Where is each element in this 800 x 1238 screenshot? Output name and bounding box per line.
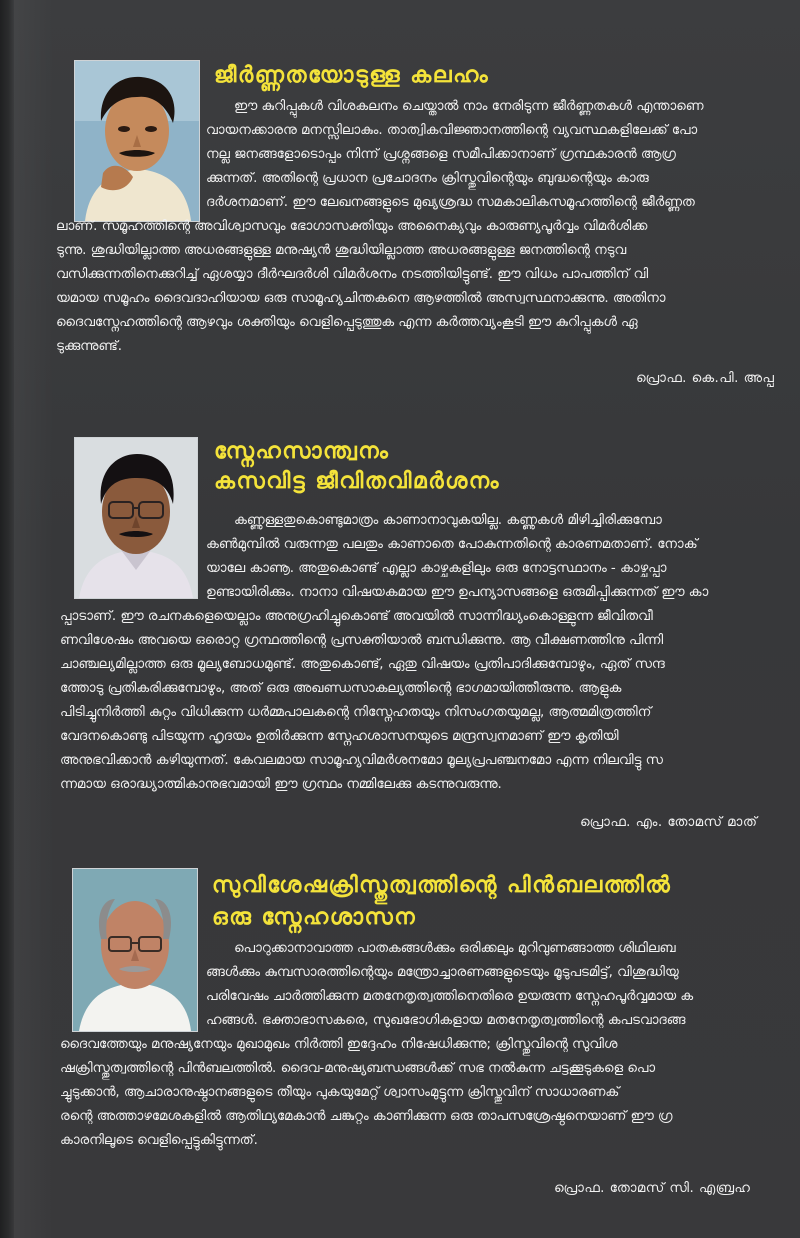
section-2-signature: പ്രൊഫ. എം. തോമസ് മാത് — [580, 815, 758, 830]
section-2-line: ഉണ്ടായിരിക്കും. നാനാ വിഷയകമായ ഈ ഉപന്യാസങ്ങളെ ഒരുമിപ്പിക്കുന്നത് ഈ കാ — [206, 585, 709, 600]
section-2-line: ന്നമായ ഒരാദ്ധ്യാത്മികാനുഭവമായി ഈ ഗ്രന്ഥം നമ്മിലേക്കു കടന്നുവരുന്നു. — [60, 777, 502, 792]
section-2-heading-line-2: കസവിട്ട ജീവിതവിമർശനം — [214, 469, 500, 494]
section-3-line: ദൈവത്തേയും മനുഷ്യനേയും മുഖാമുഖം നിർത്തി ഇദ്ദേഹം നിഷേധിക്കുന്നു; ക്രിസ്തുവിന്റെ സുവിശ — [60, 1037, 618, 1052]
section-1-line: ലാണ്. സമൂഹത്തിന്റെ അവിശ്വാസവും ഭോഗാസക്തിയും അനൈക്യവും കാരുണ്യപൂർവ്വം വിമർശിക്ക — [56, 219, 648, 234]
section-2-line: ണവിശേഷം അവയെ ഒരൊറ്റ ഗ്രന്ഥത്തിന്റെ പ്രസക്തിയാൽ ബന്ധിക്കുന്നു. ആ വീക്ഷണത്തിനു പിന്നി — [60, 633, 664, 648]
section-1-line: ടുക്കുന്നുണ്ട്. — [56, 339, 123, 354]
section-2-line: പിടിച്ചുനിർത്തി കുറ്റം വിധിക്കുന്ന ധർമ്മപാലകന്റെ നിസ്നേഹതയും നിസംഗതയുമല്ല, ആത്മമിത്രത്തിന് — [60, 705, 652, 720]
section-1-line: ദർശനമാണ്. ഈ ലേഖനങ്ങളുടെ മുഖ്യശ്രദ്ധ സമകാലികസമൂഹത്തിന്റെ ജീർണ്ണത — [206, 195, 695, 210]
section-2-line: അനുഭവിക്കാൻ കഴിയുന്നത്. കേവലമായ സാമൂഹ്യവിമർശനമോ മൂല്യപ്രപഞ്ചനമോ എന്ന നിലവിട്ടു സ — [60, 753, 663, 768]
section-3-line: ച്ചുടുക്കാൻ, ആചാരാനുഷ്ഠാനങ്ങളുടെ തീയും പുകയുമേറ്റ് ശ്വാസംമുട്ടുന്ന ക്രിസ്തുവിന് സാധാരണക് — [60, 1085, 620, 1100]
section-1-line: ക്കുന്നത്. അതിന്റെ പ്രധാന പ്രചോദനം ക്രിസ്തുവിന്റെയും ബുദ്ധന്റെയും കാരു — [206, 171, 649, 186]
section-3-heading-line-1: സുവിശേഷക്രിസ്തുത്വത്തിന്റെ പിൻബലത്തിൽ — [212, 873, 672, 898]
section-2-line: കണ്ണുള്ളതുകൊണ്ടുമാത്രം കാണാനാവുകയില്ല. കണ്ണുകൾ മിഴിച്ചിരിക്കുമ്പോ — [234, 513, 662, 528]
section-3-line: ഹങ്ങൾ. ഭക്താഭാസകരെ, സുഖഭോഗികളായ മതനേതൃത്വത്തിന്റെ കപടവാദങ്ങ — [206, 1013, 686, 1028]
section-2-line: യാലേ കാണൂ. അതുകൊണ്ട് എല്ലാ കാഴ്ചകളിലും ഒരു നോട്ടസ്ഥാനം - കാഴ്ചപ്പാ — [206, 561, 667, 576]
section-2-heading-line-1: സ്നേഹസാന്ത്വനം — [214, 439, 390, 464]
section-1-line: ഈ കുറിപ്പുകൾ വിശകലനം ചെയ്താൽ നാം നേരിടുന്ന ജീർണ്ണതകൾ എന്താണെ — [234, 99, 704, 114]
section-2-line: ചാഞ്ചല്യമില്ലാത്ത ഒരു മൂല്യബോധമുണ്ട്. അതുകൊണ്ട്, ഏതു വിഷയം പ്രതിപാദിക്കുമ്പോഴും, ഏത് സന്ദ — [60, 657, 665, 672]
section-1-line: ടുന്നു. ശുദ്ധിയില്ലാത്ത അധരങ്ങളുള്ള മനുഷ്യൻ ശുദ്ധിയില്ലാത്ത അധരങ്ങളുള്ള ജനത്തിന്റെ നടുവ — [56, 243, 627, 258]
section-2-line: പ്പാടാണ്. ഈ രചനകളെയെല്ലാം അനുഗ്രഹിച്ചുകൊണ്ട് അവയിൽ സാന്നിദ്ധ്യംകൊള്ളുന്ന ജീവിതവീ — [60, 609, 653, 624]
author-photo-3 — [72, 868, 198, 1032]
section-3-line: ഷക്രിസ്തുത്വത്തിന്റെ പിൻബലത്തിൽ. ദൈവ-മനുഷ്യബന്ധങ്ങൾക്ക് സഭ നൽകുന്ന ചട്ടക്കൂടുകളെ പൊ — [60, 1061, 656, 1076]
section-3-heading-line-2: ഒരു സ്നേഹശാസന — [212, 905, 417, 930]
section-3-signature: പ്രൊഫ. തോമസ് സി. എബ്രഹ — [554, 1181, 751, 1196]
section-1-line: നല്ല ജനങ്ങളോടൊപ്പം നിന്ന് പ്രശ്നങ്ങളെ സമീപിക്കാനാണ് ഗ്രന്ഥകാരൻ ആഗ്ര — [206, 147, 676, 162]
section-3-line: പരിവേഷം ചാർത്തിക്കുന്ന മതനേതൃത്വത്തിനെതിരെ ഉയരുന്ന സ്നേഹപൂർവ്വമായ ക — [206, 989, 694, 1004]
section-3-line: പൊറുക്കാനാവാത്ത പാതകങ്ങൾക്കും ഒരിക്കലും മുറിവുണങ്ങാത്ത ശിഥിലബ — [234, 941, 676, 956]
section-1-heading: ജീർണ്ണതയോടുള്ള കലഹം — [214, 63, 490, 88]
section-3-line: ങ്ങൾക്കും കുമ്പസാരത്തിന്റെയും മന്ത്രോച്ചാരണങ്ങളുടെയും മൂടുപടമിട്ട്, വിശുദ്ധിയു — [206, 965, 679, 980]
section-1-line: വസിക്കുന്നതിനെക്കുറിച്ച് ഏശയ്യാ ദീർഘദർശി വിമർശനം നടത്തിയിട്ടുണ്ട്. ഈ വിധം പാപത്തിന് വി — [56, 267, 649, 282]
section-1-line: യമായ സമൂഹം ദൈവദാഹിയായ ഒരു സാമൂഹ്യചിന്തകനെ ആഴത്തിൽ അസ്വസ്ഥനാക്കുന്നു. അതിനാ — [56, 291, 666, 306]
section-2-line: ത്തോടു പ്രതികരിക്കുമ്പോഴും, അത് ഒരു അഖണ്ഡസാകല്യത്തിന്റെ ഭാഗമായിത്തീരുന്നു. ആളുക — [60, 681, 622, 696]
section-1-line: വായനക്കാരനു മനസ്സിലാകും. താത്വികവിജ്ഞാനത്തിന്റെ വ്യവസ്ഥകളിലേക്ക് പോ — [206, 123, 698, 138]
section-2-line: വേദനകൊണ്ടു പിടയുന്ന ഹൃദയം ഉതിർക്കുന്ന സ്നേഹശാസനയുടെ മന്ദ്രസ്വനമാണ് ഈ കൃതിയി — [60, 729, 619, 744]
section-3-line: കാരനിലൂടെ വെളിപ്പെട്ടുകിട്ടുന്നത്. — [60, 1133, 258, 1148]
section-1-signature: പ്രൊഫ. കെ.പി. അപ്പ — [636, 371, 775, 386]
portrait-3-image — [73, 869, 197, 1031]
section-2-line: കൺമുമ്പിൽ വരുന്നതു പലതും കാണാതെ പോകുന്നതിന്റെ കാരണമതാണ്. നോക് — [206, 537, 698, 552]
section-3-line: രന്റെ അത്താഴമേശകളിൽ ആതിഥ്യമേകാൻ ചങ്കുറ്റം കാണിക്കുന്ന ഒരു താപസശ്രേഷ്ഠനെയാണ് ഈ ഗ്ര — [60, 1109, 673, 1124]
section-1-line: ദൈവസ്നേഹത്തിന്റെ ആഴവും ശക്തിയും വെളിപ്പെടുത്തുക എന്ന കർത്തവ്യംകൂടി ഈ കുറിപ്പുകൾ ഏ — [56, 315, 638, 330]
